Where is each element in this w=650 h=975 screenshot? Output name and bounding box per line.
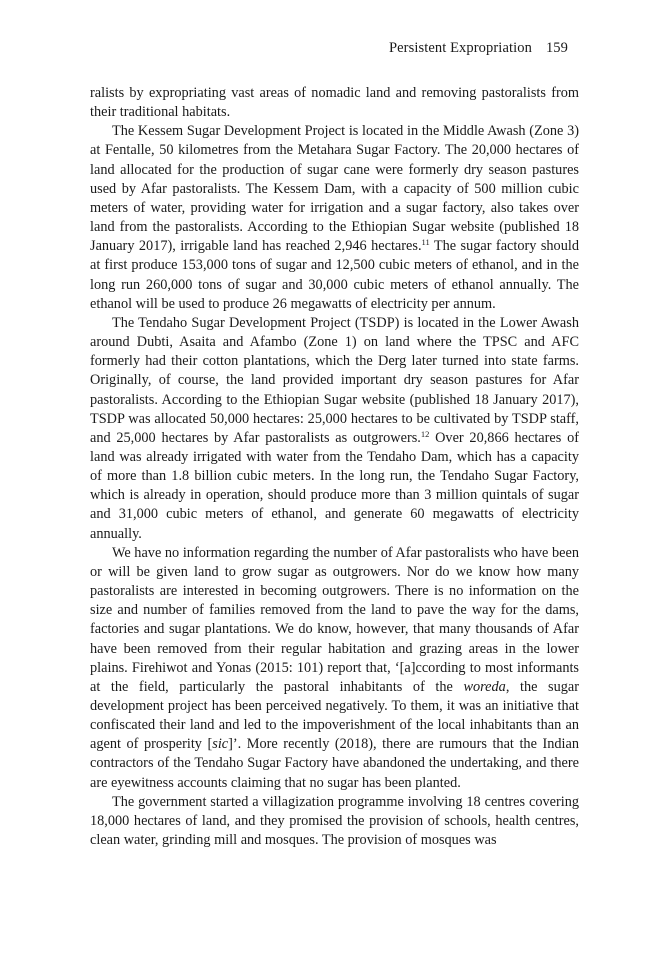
paragraph [90,793,579,850]
page-number: 159 [545,40,568,56]
paragraph [90,314,579,544]
italic-text: sic [212,736,229,753]
running-header [389,40,568,57]
text-run: The government started a villagization programme involving 18 centres covering 18,000 hectares of land, and they promised the provision of schools, health centres, clean water, grinding mill and mosques. The provision of mosques was [90,793,579,849]
paragraph [90,84,579,122]
italic-text: woreda [463,678,506,695]
running-title: Persistent Expropriation [388,40,532,56]
text-run: The Kessem Sugar Development Project is located in the Middle Awash (Zone 3) at Fentalle, 50 kilometres from the Metahara Sugar Factory. The 20,000 hectares of land allocated for the production of sugar cane were formerly dry season pastures used by Afar pastoralists. The Kessem Dam, with a capacity of 500 million cubic meters of water, providing water for irrigation and a sugar factory, also takes over land from the pastoralists. According to the Ethiopian Sugar website (published 18 January 2017), irrigable land has reached 2,946 hectares. [90,123,579,255]
footnote-ref: 11 [421,237,430,248]
paragraph [90,122,579,314]
text-run: The sugar factory should at first produce 153,000 tons of sugar and 12,500 cubic meters of ethanol, and in the long run 260,000 tons of sugar and 30,000 cubic meters of ethanol annually. The ethanol will be used to produce 26 megawatts of electricity per annum. [90,238,579,312]
text-run: ]’. More recently (2018), there are rumours that the Indian contractors of the Tendaho Sugar Factory have abandoned the undertaking, and there are eyewitness accounts claiming that no sugar has been planted. [90,736,579,791]
body-text [90,84,579,850]
text-run: Over 20,866 hectares of land was already irrigated with water from the Tendaho Dam, which has a capacity of more than 1.8 billion cubic meters. In the long run, the Tendaho Sugar Factory, which is already in operation, should produce more than 3 million quintals of sugar and 31,000 cubic meters of ethanol, and generate 60 megawatts of electricity annually. [90,429,579,542]
text-run: We have no information regarding the number of Afar pastoralists who have been or will be given land to grow sugar as outgrowers. Nor do we know how many pastoralists are interested in becoming outgrowers. There is no information on the size and number of families removed from the land to pave the way for the dams, factories and sugar plantations. We do know, however, that many thousands of Afar have been removed from their regular habitation and grazing areas in the lower plains. Firehiwot and Yonas (2015: 101) report that, ‘[a]ccording to most informants at the field, particularly the pastoral inhabitants of the [90,544,579,695]
text-run: ralists by expropriating vast areas of nomadic land and removing pastoralists from their traditional habitats. [90,85,579,121]
text-run: The Tendaho Sugar Development Project (TSDP) is located in the Lower Awash around Dubti, Asaita and Afambo (Zone 1) on land where the TPSC and AFC formerly had their cotton plantations, which the Derg later turned into state farms. Originally, of course, the land provided important dry season pastures for Afar pastoralists. According to the Ethiopian Sugar website (published 18 January 2017), TSDP was allocated 50,000 hectares: 25,000 hectares to be cultivated by TSDP staff, and 25,000 hectares by Afar pastoralists as outgrowers. [90,314,579,446]
footnote-ref: 12 [420,428,430,439]
text-run: , the sugar development project has been perceived negatively. To them, it was an initiative that confiscated their land and led to the impoverishment of the local inhabitants than an agent of prosperity [ [90,678,579,753]
paragraph [90,544,579,793]
